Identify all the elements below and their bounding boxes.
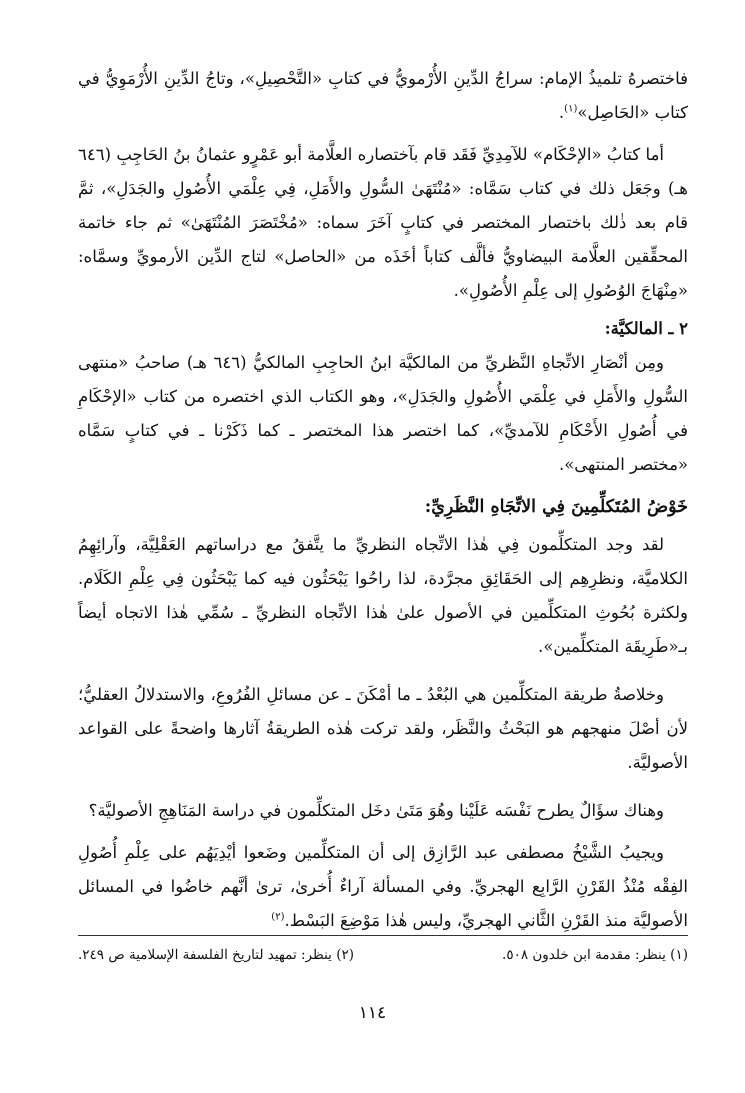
subheading-malikiyya: ٢ ـ المالكيَّة: xyxy=(604,319,688,338)
paragraph-4: لقد وجد المتكلِّمون فِي هٰذا الاتِّجاه النظريِّ ما يتَّفقُ مع دراساتهم العَقْلِيَّة، وآرائِهِمُ الكلاميَّة، ونظرِهِم إلى الحَقَائِقِ مجرَّدة، لذا راحُوا يَبْحَثُون فيه كما يَبْحَثُون فِي عِلْمِ الكَلَام. ولكثرة بُحُوثِ المتكلِّمين في الأصول علىٰ هٰذا الاتِّجاه النظريِّ ـ سُمِّي هٰذا الاتجاه أيضاً بـ«طَرِيقَة المتكلِّمين». xyxy=(78,535,688,656)
footnote-1: (١) ينظر: مقدمة ابن خلدون ٥٠٨. xyxy=(502,947,688,963)
footnote-marker-1: (١) xyxy=(564,103,578,115)
paragraph-1: فاختصرهُ تلميذُ الإمام: سراجُ الدِّينِ الأُرْمويُّ في كتابِ «التَّحْصِيلِ»، وتاجُ الدِّينِ الأُرْمَوِيُّ في كتاب «الحَاصِل»$^{(١)}$. xyxy=(78,69,688,122)
paragraph-2: أما كتابُ «الإحْكَام» للآمِدِيِّ فَقَد قام بآختصاره العلَّامة أبو عَمْرٍو عثمانُ بنُ الحَاجِبِ (٦٤٦ هـ) وجَعَل ذلك في كتاب سَمَّاه: «مُنْتَهَىٰ السُّولِ والأَمَلِ، فِي عِلْمَي الأُصُولِ والجَدَلِ»، ثمَّ قام بعد ذٰلك باختصار المختصر في كتابٍ آخَرَ سماه: «مُخْتَصَرَ المُنْتَهَىٰ» ثم جاء خاتمة المحقِّقين العلَّامة البيضاويُّ فألَّف كتاباً أخَذَه من «الحاصل» لتاج الدِّين الأرمويِّ وسمَّاه: «مِنْهَاجَ الوُصُولِ إلى عِلْمِ الأُصُولِ». xyxy=(78,145,688,300)
page-number: ١١٤ xyxy=(358,1003,387,1023)
paragraph-5: وخلاصةُ طريقة المتكلِّمين هي البُعْدُ ـ ما أمْكَنَ ـ عن مسائلِ الفُرُوعِ، والاستدلالُ العقليُّ؛ لأن أصْلَ منهجهم هو البَحْثُ والنَّظَر، ولقد تركت هٰذه الطريقةُ آثارها واضحةً على القواعد الأصوليَّة. xyxy=(78,685,688,772)
section-heading: خَوْضُ المُتَكلِّمِينَ فِي الاتِّجَاهِ النَّظَرِيِّ: xyxy=(424,497,688,517)
footnotes xyxy=(78,944,688,966)
paragraph-7: ويجيبُ الشَّيْخُ مصطفى عبد الرَّازِق إلى أن المتكلِّمين وضَعوا أيْدِيَهُم على عِلْمِ أُصُولِ الفِقْه مُنْذُ القَرْنِ الرَّابِع الهجريِّ. وفي المسألة آراءٌ أُخرىٰ، ترىٰ أنَّهم خاضُوا في المسائل الأصوليَّة منذ القَرْنِ الثَّاني الهجريِّ، وليس هٰذا مَوْضِعَ البَسْط.$^{(٢)}$ xyxy=(78,843,688,930)
paragraph-6: وهناك سؤَالٌ يطرح نَفْسَه عَلَيْنا وهُوَ مَتَىٰ دخَل المتكلِّمون في دراسة المَنَاهِجِ الأصوليَّة؟ xyxy=(88,801,664,820)
footnote-2: (٢) ينظر: تمهيد لتاريخ الفلسفة الإسلامية ص ٢٤٩. xyxy=(78,947,355,963)
footnote-marker-2: (٢) xyxy=(271,911,285,923)
footnote-divider xyxy=(78,935,688,936)
paragraph-3: ومِن أنْصَارِ الاتِّجاهِ النَّظريِّ من المالكيَّة ابنُ الحاجِبِ المالكيُّ (٦٤٦ هـ) صاحبُ «منتهى السُّولِ والأَمَلِ في عِلْمَي الأُصُولِ والجَدَلِ»، وهو الكتاب الذي اختصره من كتاب «الإحْكَامِ في أُصُولِ الأَحْكَامِ للآمديِّ»، كما اختصر هذا المختصر ـ كما ذَكَرْنا ـ في كتابٍ سَمَّاه «مختصر المنتهى». xyxy=(78,353,688,474)
page-body xyxy=(78,62,688,938)
